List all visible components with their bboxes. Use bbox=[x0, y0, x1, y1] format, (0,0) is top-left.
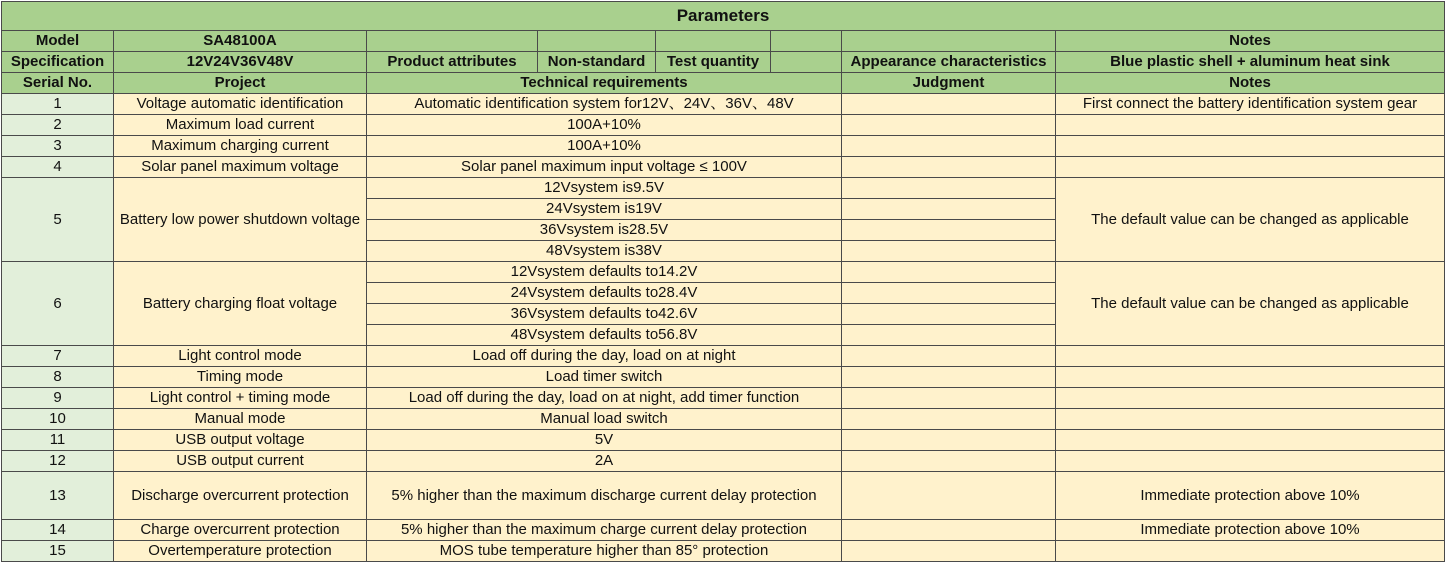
tech-cell: 48Vsystem is38V bbox=[367, 241, 842, 262]
col-notes: Notes bbox=[1056, 73, 1445, 94]
model-value: SA48100A bbox=[114, 31, 367, 52]
product-attr-value: Non-standard bbox=[538, 52, 656, 73]
project-cell: Charge overcurrent protection bbox=[114, 520, 367, 541]
spec-label: Specification bbox=[2, 52, 114, 73]
col-judgment: Judgment bbox=[842, 73, 1056, 94]
judgment-cell bbox=[842, 157, 1056, 178]
project-cell: USB output voltage bbox=[114, 430, 367, 451]
table-row bbox=[2, 520, 1445, 541]
model-label: Model bbox=[2, 31, 114, 52]
notes-cell bbox=[1056, 115, 1445, 136]
table-row bbox=[2, 136, 1445, 157]
judgment-cell bbox=[842, 430, 1056, 451]
serial-cell: 11 bbox=[2, 430, 114, 451]
tech-cell: 12Vsystem is9.5V bbox=[367, 178, 842, 199]
tech-cell: 100A+10% bbox=[367, 115, 842, 136]
project-cell: Maximum load current bbox=[114, 115, 367, 136]
spec-row bbox=[2, 52, 1445, 73]
model-row bbox=[2, 31, 1445, 52]
serial-cell: 2 bbox=[2, 115, 114, 136]
model-notes-label: Notes bbox=[1056, 31, 1445, 52]
tech-cell: Solar panel maximum input voltage ≤ 100V bbox=[367, 157, 842, 178]
notes-cell bbox=[1056, 430, 1445, 451]
table-row bbox=[2, 157, 1445, 178]
tech-cell: 24Vsystem defaults to28.4V bbox=[367, 283, 842, 304]
judgment-cell bbox=[842, 520, 1056, 541]
judgment-cell bbox=[842, 94, 1056, 115]
table-row bbox=[2, 430, 1445, 451]
project-cell: Discharge overcurrent protection bbox=[114, 472, 367, 520]
project-cell: Manual mode bbox=[114, 409, 367, 430]
serial-cell: 7 bbox=[2, 346, 114, 367]
judgment-cell bbox=[842, 283, 1056, 304]
judgment-cell bbox=[842, 367, 1056, 388]
project-cell: Light control + timing mode bbox=[114, 388, 367, 409]
notes-cell bbox=[1056, 157, 1445, 178]
column-header-row bbox=[2, 73, 1445, 94]
table-row bbox=[2, 388, 1445, 409]
project-cell: Battery charging float voltage bbox=[114, 262, 367, 346]
notes-cell: Immediate protection above 10% bbox=[1056, 472, 1445, 520]
notes-cell bbox=[1056, 451, 1445, 472]
parameters-table bbox=[1, 1, 1445, 562]
table-row bbox=[2, 262, 1445, 283]
test-qty-value bbox=[771, 52, 842, 73]
project-cell: USB output current bbox=[114, 451, 367, 472]
notes-cell bbox=[1056, 136, 1445, 157]
notes-cell: The default value can be changed as applicable bbox=[1056, 262, 1445, 346]
table-row bbox=[2, 409, 1445, 430]
table-row bbox=[2, 346, 1445, 367]
tech-cell: 2A bbox=[367, 451, 842, 472]
table-title: Parameters bbox=[2, 2, 1445, 31]
judgment-cell bbox=[842, 262, 1056, 283]
col-project: Project bbox=[114, 73, 367, 94]
notes-cell bbox=[1056, 388, 1445, 409]
judgment-cell bbox=[842, 325, 1056, 346]
tech-cell: Load off during the day, load on at night, add timer function bbox=[367, 388, 842, 409]
tech-cell: 5% higher than the maximum charge current delay protection bbox=[367, 520, 842, 541]
table-row bbox=[2, 367, 1445, 388]
table-row bbox=[2, 115, 1445, 136]
judgment-cell bbox=[842, 388, 1056, 409]
serial-cell: 12 bbox=[2, 451, 114, 472]
project-cell: Maximum charging current bbox=[114, 136, 367, 157]
test-qty-label: Test quantity bbox=[656, 52, 771, 73]
tech-cell: 12Vsystem defaults to14.2V bbox=[367, 262, 842, 283]
table-row bbox=[2, 94, 1445, 115]
serial-cell: 9 bbox=[2, 388, 114, 409]
tech-cell: MOS tube temperature higher than 85° protection bbox=[367, 541, 842, 562]
model-blank-4 bbox=[771, 31, 842, 52]
judgment-cell bbox=[842, 346, 1056, 367]
table-row bbox=[2, 451, 1445, 472]
tech-cell: 24Vsystem is19V bbox=[367, 199, 842, 220]
serial-cell: 8 bbox=[2, 367, 114, 388]
judgment-cell bbox=[842, 178, 1056, 199]
table-row bbox=[2, 541, 1445, 562]
tech-cell: Manual load switch bbox=[367, 409, 842, 430]
project-cell: Light control mode bbox=[114, 346, 367, 367]
notes-cell bbox=[1056, 346, 1445, 367]
tech-cell: Load off during the day, load on at night bbox=[367, 346, 842, 367]
project-cell: Timing mode bbox=[114, 367, 367, 388]
tech-cell: Load timer switch bbox=[367, 367, 842, 388]
project-cell: Voltage automatic identification bbox=[114, 94, 367, 115]
notes-cell: Immediate protection above 10% bbox=[1056, 520, 1445, 541]
judgment-cell bbox=[842, 541, 1056, 562]
judgment-cell bbox=[842, 115, 1056, 136]
judgment-cell bbox=[842, 220, 1056, 241]
notes-cell: The default value can be changed as applicable bbox=[1056, 178, 1445, 262]
serial-cell: 1 bbox=[2, 94, 114, 115]
notes-cell: First connect the battery identification system gear bbox=[1056, 94, 1445, 115]
table-row bbox=[2, 472, 1445, 520]
judgment-cell bbox=[842, 409, 1056, 430]
judgment-cell bbox=[842, 472, 1056, 520]
spec-value: 12V24V36V48V bbox=[114, 52, 367, 73]
tech-cell: 5% higher than the maximum discharge current delay protection bbox=[367, 472, 842, 520]
judgment-cell bbox=[842, 241, 1056, 262]
serial-cell: 4 bbox=[2, 157, 114, 178]
serial-cell: 14 bbox=[2, 520, 114, 541]
model-blank-2 bbox=[538, 31, 656, 52]
judgment-cell bbox=[842, 136, 1056, 157]
project-cell: Battery low power shutdown voltage bbox=[114, 178, 367, 262]
judgment-cell bbox=[842, 304, 1056, 325]
notes-cell bbox=[1056, 409, 1445, 430]
tech-cell: 48Vsystem defaults to56.8V bbox=[367, 325, 842, 346]
notes-cell bbox=[1056, 367, 1445, 388]
col-technical: Technical requirements bbox=[367, 73, 842, 94]
serial-cell: 15 bbox=[2, 541, 114, 562]
tech-cell: Automatic identification system for12V、24V、36V、48V bbox=[367, 94, 842, 115]
judgment-cell bbox=[842, 199, 1056, 220]
serial-cell: 3 bbox=[2, 136, 114, 157]
tech-cell: 36Vsystem defaults to42.6V bbox=[367, 304, 842, 325]
serial-cell: 6 bbox=[2, 262, 114, 346]
model-blank-3 bbox=[656, 31, 771, 52]
tech-cell: 100A+10% bbox=[367, 136, 842, 157]
product-attr-label: Product attributes bbox=[367, 52, 538, 73]
model-blank-1 bbox=[367, 31, 538, 52]
serial-cell: 5 bbox=[2, 178, 114, 262]
judgment-cell bbox=[842, 451, 1056, 472]
notes-cell bbox=[1056, 541, 1445, 562]
table-row bbox=[2, 178, 1445, 199]
col-serial: Serial No. bbox=[2, 73, 114, 94]
project-cell: Overtemperature protection bbox=[114, 541, 367, 562]
serial-cell: 10 bbox=[2, 409, 114, 430]
serial-cell: 13 bbox=[2, 472, 114, 520]
appearance-value: Blue plastic shell + aluminum heat sink bbox=[1056, 52, 1445, 73]
project-cell: Solar panel maximum voltage bbox=[114, 157, 367, 178]
tech-cell: 36Vsystem is28.5V bbox=[367, 220, 842, 241]
tech-cell: 5V bbox=[367, 430, 842, 451]
appearance-label: Appearance characteristics bbox=[842, 52, 1056, 73]
model-blank-5 bbox=[842, 31, 1056, 52]
